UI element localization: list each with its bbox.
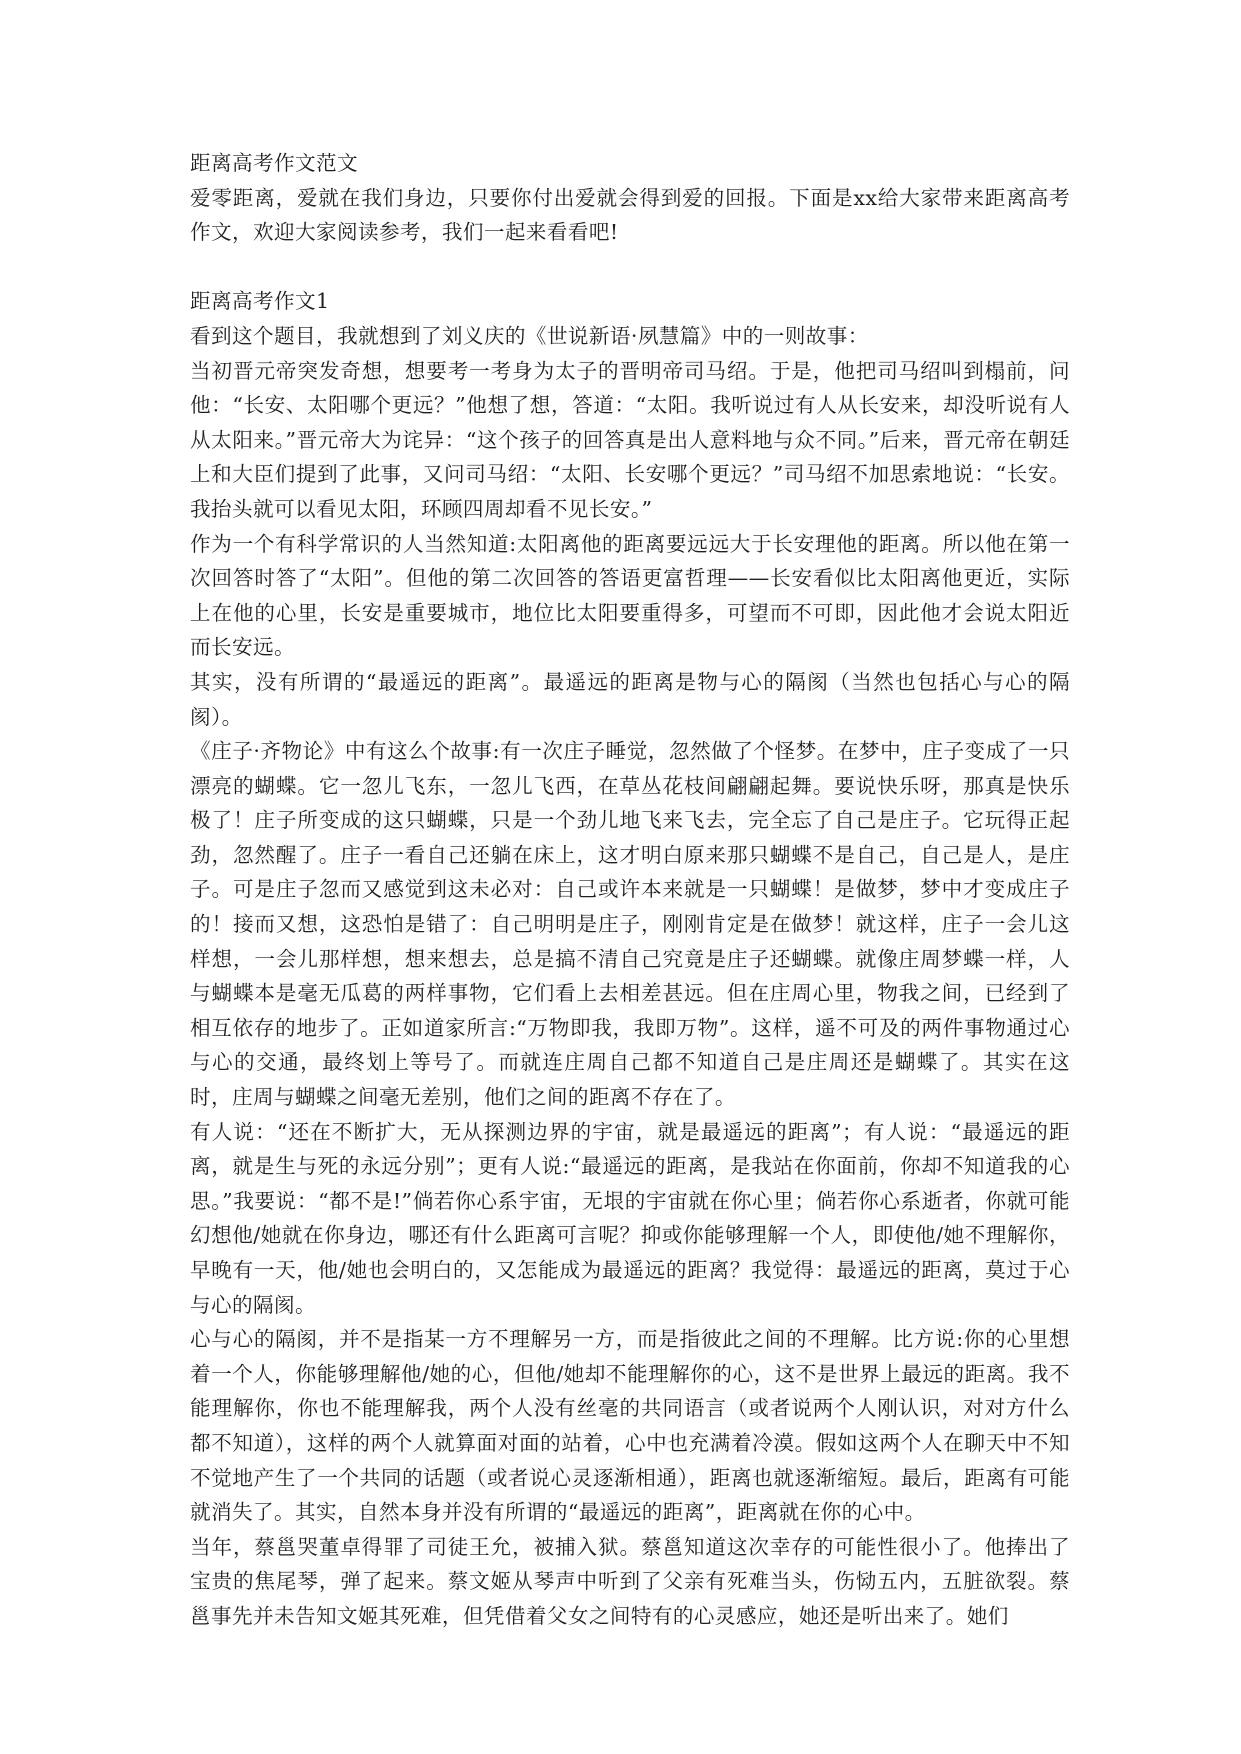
paragraph: 看到这个题目，我就想到了刘义庆的《世说新语·夙慧篇》中的一则故事： [190, 323, 869, 348]
paragraph: 作为一个有科学常识的人当然知道:太阳离他的距离要远远大于长安理他的距离。所以他在第一次回答时答了“太阳”。但他的第二次回答的答语更富哲理——长安看似比太阳离他更近，实际上在他的心里，长安是重要城市，地位比太阳要重得多，可望而不可即，因此他才会说太阳近而长安远。 [190, 531, 1070, 660]
blank-line [190, 250, 1070, 285]
paragraph: 其实，没有所谓的“最遥远的距离”。最遥远的距离是物与心的隔阂（当然也包括心与心的隔阂）。 [190, 669, 1070, 729]
paragraph: 当初晋元帝突发奇想，想要考一考身为太子的晋明帝司马绍。于是，他把司马绍叫到榻前，问他：“长安、太阳哪个更远？”他想了想，答道：“太阳。我听说过有人从长安来，却没听说有人从太阳来。”晋元帝大为诧异：“这个孩子的回答真是出人意料地与众不同。”后来，晋元帝在朝廷上和大臣们提到了此事，又问司马绍：“太阳、长安哪个更远？”司马绍不加思索地说：“长安。我抬头就可以看见太阳，环顾四周却看不见长安。” [190, 358, 1070, 521]
document-title: 距离高考作文范文 [190, 151, 358, 175]
paragraph: 心与心的隔阂，并不是指某一方不理解另一方，而是指彼此之间的不理解。比方说:你的心里想着一个人，你能够理解他/她的心，但他/她却不能理解你的心，这不是世界上最远的距离。我不能理解你，你也不能理解我，两个人没有丝毫的共同语言（或者说两个人刚认识，对对方什么都不知道），这样的两个人就算面对面的站着，心中也充满着冷漠。假如这两个人在聊天中不知不觉地产生了一个共同的话题（或者说心灵逐渐相通），距离也就逐渐缩短。最后，距离有可能就消失了。其实，自然本身并没有所谓的“最遥远的距离”，距离就在你的心中。 [190, 1327, 1070, 1525]
paragraph: 有人说：“还在不断扩大，无从探测边界的宇宙，就是最遥远的距离”；有人说：“最遥远的距离，就是生与死的永远分别”；更有人说:“最遥远的距离，是我站在你面前，你却不知道我的心思。”我要说：“都不是!”倘若你心系宇宙，无垠的宇宙就在你心里；倘若你心系逝者，你就可能幻想他/她就在你身边，哪还有什么距离可言呢？抑或你能够理解一个人，即使他/她不理解你，早晚有一天，他/她也会明白的，又怎能成为最遥远的距离？我觉得：最遥远的距离，莫过于心与心的隔阂。 [190, 1119, 1070, 1317]
section-heading: 距离高考作文1 [190, 289, 330, 314]
document-body [190, 146, 1070, 1634]
paragraph: 当年，蔡邕哭董卓得罪了司徒王允，被捕入狱。蔡邕知道这次幸存的可能性很小了。他捧出了宝贵的焦尾琴，弹了起来。蔡文姬从琴声中听到了父亲有死难当头，伤恸五内，五脏欲裂。蔡邕事先并未告知文姬其死难，但凭借着父女之间特有的心灵感应，她还是听出来了。她们 [190, 1534, 1070, 1628]
intro-paragraph: 爱零距离，爱就在我们身边，只要你付出爱就会得到爱的回报。下面是xx给大家带来距离高考作文，欢迎大家阅读参考，我们一起来看看吧! [190, 185, 1070, 245]
paragraph: 《庄子·齐物论》中有这么个故事:有一次庄子睡觉，忽然做了个怪梦。在梦中，庄子变成了一只漂亮的蝴蝶。它一忽儿飞东，一忽儿飞西，在草丛花枝间翩翩起舞。要说快乐呀，那真是快乐极了！庄子所变成的这只蝴蝶，只是一个劲儿地飞来飞去，完全忘了自己是庄子。它玩得正起劲，忽然醒了。庄子一看自己还躺在床上，这才明白原来那只蝴蝶不是自己，自己是人，是庄子。可是庄子忽而又感觉到这未必对：自己或许本来就是一只蝴蝶！是做梦，梦中才变成庄子的！接而又想，这恐怕是错了：自己明明是庄子，刚刚肯定是在做梦！就这样，庄子一会儿这样想，一会儿那样想，想来想去，总是搞不清自己究竟是庄子还蝴蝶。就像庄周梦蝶一样，人与蝴蝶本是毫无瓜葛的两样事物，它们看上去相差甚远。但在庄周心里，物我之间，已经到了相互依存的地步了。正如道家所言:“万物即我，我即万物”。这样，遥不可及的两件事物通过心与心的交通，最终划上等号了。而就连庄周自己都不知道自己是庄周还是蝴蝶了。其实在这时，庄周与蝴蝶之间毫无差别，他们之间的距离不存在了。 [190, 739, 1070, 1110]
